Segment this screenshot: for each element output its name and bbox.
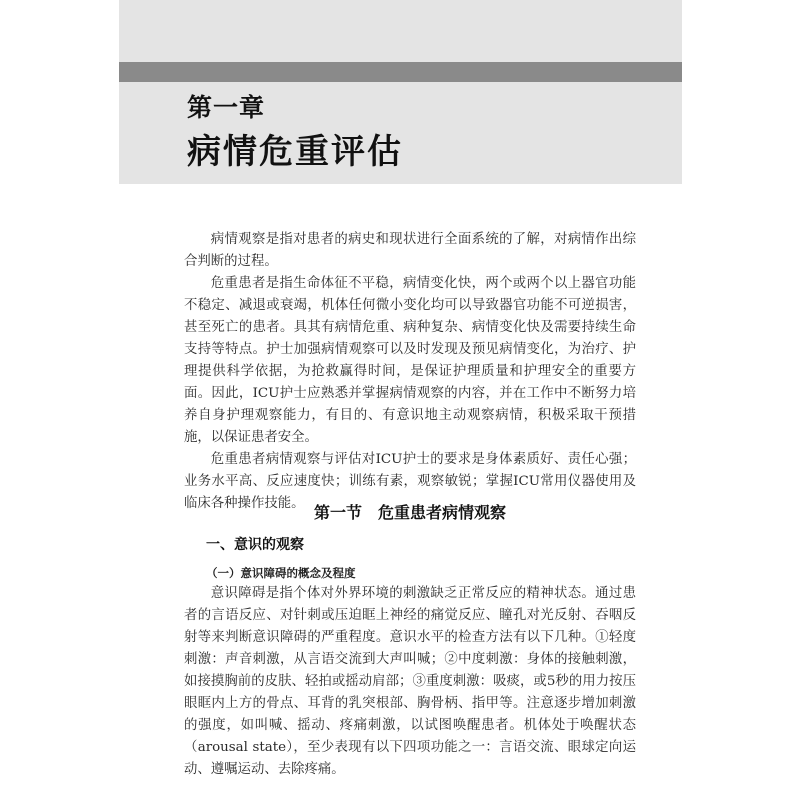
section-title: 第一节 危重患者病情观察 [313, 503, 506, 522]
chapter-number: 第一章 [187, 93, 266, 122]
intro-paragraph: 病情观察是指对患者的病史和现状进行全面系统的了解，对病情作出综合判断的过程。 [184, 232, 636, 269]
subsection-title: 一、意识的观察 [206, 537, 304, 553]
intro-text-block [184, 229, 636, 515]
chapter-title: 病情危重评估 [187, 132, 403, 172]
intro-paragraph: 危重患者病情观察与评估对ICU护士的要求是身体素质好、责任心强；业务水平高、反应速度快；训练有素，观察敏锐；掌握ICU常用仪器使用及临床各种操作技能。 [184, 452, 636, 511]
subsubsection-title: （一）意识障碍的概念及程度 [206, 566, 356, 580]
intro-paragraph: 危重患者是指生命体征不平稳，病情变化快，两个或两个以上器官功能不稳定、减退或衰竭，机体任何微小变化均可以导致器官功能不可逆损害，甚至死亡的患者。具其有病情危重、病种复杂、病情变化快及需要持续生命支持等特点。护士加强病情观察可以及时发现及预见病情变化，为治疗、护理提供科学依据，为抢救赢得时间，是保证护理质量和护理安全的重要方面。因此，ICU护士应熟悉并掌握病情观察的内容，并在工作中不断努力培养自身护理观察能力，有目的、有意识地主动观察病情，积极采取干预措施，以保证患者安全。 [184, 276, 636, 445]
body-paragraph: 意识障碍是指个体对外界环境的刺激缺乏正常反应的精神状态。通过患者的言语反应、对针刺或压迫眶上神经的痛觉反应、瞳孔对光反射、吞咽反射等来判断意识障碍的严重程度。意识水平的检查方法有以下几种。①轻度刺激：声音刺激，从言语交流到大声叫喊；②中度刺激：身体的接触刺激，如接摸胸前的皮肤、轻拍或摇动肩部；③重度刺激：吸痰，或5秒的用力按压眼眶内上方的骨点、耳背的乳突根部、胸骨柄、指甲等。注意逐步增加刺激的强度，如叫喊、摇动、疼痛刺激，以试图唤醒患者。机体处于唤醒状态（arousal state），至少表现有以下四项功能之一：言语交流、眼球定向运动、遵嘱运动、去除疼痛。 [184, 586, 636, 777]
consciousness-text-block [184, 583, 636, 781]
chapter-header-stripe [119, 62, 682, 82]
